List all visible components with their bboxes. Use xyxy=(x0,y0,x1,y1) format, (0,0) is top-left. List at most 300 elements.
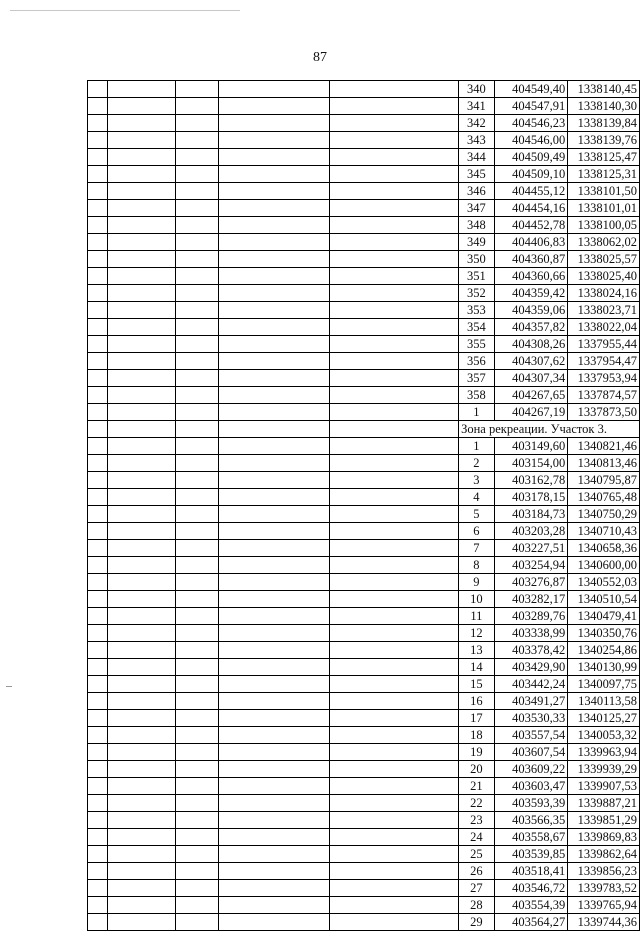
empty-cell xyxy=(176,166,219,183)
empty-cell xyxy=(176,557,219,574)
empty-cell xyxy=(176,880,219,897)
empty-cell xyxy=(176,115,219,132)
empty-cell xyxy=(176,642,219,659)
coord-x: 404308,26 xyxy=(494,336,568,353)
empty-cell xyxy=(218,693,329,710)
empty-cell xyxy=(329,727,458,744)
coord-y: 1340795,87 xyxy=(568,472,640,489)
coord-x: 403289,76 xyxy=(494,608,568,625)
table-row xyxy=(88,863,640,880)
point-number: 11 xyxy=(459,608,495,625)
coord-y: 1337955,44 xyxy=(568,336,640,353)
empty-cell xyxy=(218,574,329,591)
empty-cell xyxy=(218,863,329,880)
coord-y: 1340600,00 xyxy=(568,557,640,574)
coord-x: 403607,54 xyxy=(494,744,568,761)
table-row xyxy=(88,812,640,829)
point-number: 25 xyxy=(459,846,495,863)
table-row xyxy=(88,761,640,778)
coord-x: 403609,22 xyxy=(494,761,568,778)
empty-cell xyxy=(329,540,458,557)
empty-cell xyxy=(88,472,108,489)
empty-cell xyxy=(218,353,329,370)
point-number: 26 xyxy=(459,863,495,880)
empty-cell xyxy=(88,370,108,387)
coord-x: 403184,73 xyxy=(494,506,568,523)
empty-cell xyxy=(176,132,219,149)
empty-cell xyxy=(88,336,108,353)
empty-cell xyxy=(88,455,108,472)
coord-y: 1340097,75 xyxy=(568,676,640,693)
empty-cell xyxy=(108,149,176,166)
coord-x: 404360,66 xyxy=(494,268,568,285)
coord-x: 403554,39 xyxy=(494,897,568,914)
coord-x: 403203,28 xyxy=(494,523,568,540)
empty-cell xyxy=(218,914,329,931)
empty-cell xyxy=(108,540,176,557)
empty-cell xyxy=(329,506,458,523)
empty-cell xyxy=(218,744,329,761)
empty-cell xyxy=(88,234,108,251)
empty-cell xyxy=(108,387,176,404)
empty-cell xyxy=(218,200,329,217)
point-number: 27 xyxy=(459,880,495,897)
point-number: 17 xyxy=(459,710,495,727)
coord-x: 403378,42 xyxy=(494,642,568,659)
coord-x: 403227,51 xyxy=(494,540,568,557)
empty-cell xyxy=(176,149,219,166)
empty-cell xyxy=(88,302,108,319)
empty-cell xyxy=(108,914,176,931)
empty-cell xyxy=(218,234,329,251)
point-number: 350 xyxy=(459,251,495,268)
coord-y: 1340053,32 xyxy=(568,727,640,744)
point-number: 343 xyxy=(459,132,495,149)
coord-x: 403539,85 xyxy=(494,846,568,863)
empty-cell xyxy=(88,710,108,727)
page-number: 87 xyxy=(313,50,327,65)
empty-cell xyxy=(108,557,176,574)
coord-x: 403491,27 xyxy=(494,693,568,710)
table-row xyxy=(88,557,640,574)
section-header-row xyxy=(88,421,640,438)
empty-cell xyxy=(176,591,219,608)
empty-cell xyxy=(329,149,458,166)
empty-cell xyxy=(329,98,458,115)
empty-cell xyxy=(329,115,458,132)
empty-cell xyxy=(176,98,219,115)
empty-cell xyxy=(176,897,219,914)
point-number: 3 xyxy=(459,472,495,489)
point-number: 2 xyxy=(459,455,495,472)
empty-cell xyxy=(108,761,176,778)
empty-cell xyxy=(329,897,458,914)
table-row xyxy=(88,574,640,591)
coord-y: 1338125,47 xyxy=(568,149,640,166)
empty-cell xyxy=(108,710,176,727)
empty-cell xyxy=(218,268,329,285)
coord-y: 1339862,64 xyxy=(568,846,640,863)
empty-cell xyxy=(108,659,176,676)
table-row xyxy=(88,744,640,761)
empty-cell xyxy=(329,795,458,812)
point-number: 356 xyxy=(459,353,495,370)
empty-cell xyxy=(88,387,108,404)
coord-y: 1338024,16 xyxy=(568,285,640,302)
empty-cell xyxy=(108,676,176,693)
coord-y: 1340510,54 xyxy=(568,591,640,608)
table-row xyxy=(88,914,640,931)
empty-cell xyxy=(218,506,329,523)
table-row xyxy=(88,506,640,523)
empty-cell xyxy=(176,829,219,846)
empty-cell xyxy=(108,642,176,659)
empty-cell xyxy=(218,472,329,489)
empty-cell xyxy=(218,370,329,387)
empty-cell xyxy=(218,642,329,659)
point-number: 28 xyxy=(459,897,495,914)
empty-cell xyxy=(218,812,329,829)
table-row xyxy=(88,625,640,642)
empty-cell xyxy=(108,455,176,472)
empty-cell xyxy=(218,183,329,200)
empty-cell xyxy=(218,710,329,727)
coord-x: 404359,42 xyxy=(494,285,568,302)
empty-cell xyxy=(88,523,108,540)
table-row xyxy=(88,217,640,234)
table-row xyxy=(88,200,640,217)
empty-cell xyxy=(329,557,458,574)
empty-cell xyxy=(88,693,108,710)
empty-cell xyxy=(176,81,219,98)
coord-x: 404267,65 xyxy=(494,387,568,404)
point-number: 4 xyxy=(459,489,495,506)
empty-cell xyxy=(218,540,329,557)
coord-x: 404360,87 xyxy=(494,251,568,268)
empty-cell xyxy=(88,81,108,98)
point-number: 341 xyxy=(459,98,495,115)
empty-cell xyxy=(176,285,219,302)
empty-cell xyxy=(108,183,176,200)
coord-y: 1337954,47 xyxy=(568,353,640,370)
coord-y: 1339856,23 xyxy=(568,863,640,880)
table-row xyxy=(88,370,640,387)
empty-cell xyxy=(176,506,219,523)
empty-cell xyxy=(176,863,219,880)
empty-cell xyxy=(88,285,108,302)
empty-cell xyxy=(108,336,176,353)
empty-cell xyxy=(108,523,176,540)
coord-x: 403154,00 xyxy=(494,455,568,472)
empty-cell xyxy=(329,778,458,795)
empty-cell xyxy=(176,302,219,319)
coord-y: 1340125,27 xyxy=(568,710,640,727)
empty-cell xyxy=(176,778,219,795)
table-row xyxy=(88,404,640,421)
empty-cell xyxy=(329,404,458,421)
empty-cell xyxy=(88,574,108,591)
empty-cell xyxy=(88,353,108,370)
empty-cell xyxy=(88,200,108,217)
point-number: 7 xyxy=(459,540,495,557)
coord-x: 404509,10 xyxy=(494,166,568,183)
point-number: 15 xyxy=(459,676,495,693)
empty-cell xyxy=(108,166,176,183)
empty-cell xyxy=(108,829,176,846)
coord-y: 1338101,50 xyxy=(568,183,640,200)
empty-cell xyxy=(329,710,458,727)
coord-x: 403254,94 xyxy=(494,557,568,574)
empty-cell xyxy=(329,217,458,234)
empty-cell xyxy=(218,336,329,353)
empty-cell xyxy=(218,659,329,676)
coord-y: 1340765,48 xyxy=(568,489,640,506)
empty-cell xyxy=(218,217,329,234)
empty-cell xyxy=(176,336,219,353)
empty-cell xyxy=(88,268,108,285)
empty-cell xyxy=(88,829,108,846)
empty-cell xyxy=(108,863,176,880)
empty-cell xyxy=(218,897,329,914)
empty-cell xyxy=(329,812,458,829)
coord-y: 1340750,29 xyxy=(568,506,640,523)
table-row xyxy=(88,166,640,183)
empty-cell xyxy=(88,608,108,625)
point-number: 13 xyxy=(459,642,495,659)
point-number: 5 xyxy=(459,506,495,523)
coord-y: 1339907,53 xyxy=(568,778,640,795)
coord-x: 403149,60 xyxy=(494,438,568,455)
coord-x: 404307,34 xyxy=(494,370,568,387)
table-row xyxy=(88,438,640,455)
empty-cell xyxy=(329,472,458,489)
empty-cell xyxy=(108,897,176,914)
point-number: 21 xyxy=(459,778,495,795)
coord-x: 403564,27 xyxy=(494,914,568,931)
point-number: 29 xyxy=(459,914,495,931)
coord-x: 404357,82 xyxy=(494,319,568,336)
empty-cell xyxy=(329,353,458,370)
empty-cell xyxy=(88,863,108,880)
point-number: 23 xyxy=(459,812,495,829)
point-number: 357 xyxy=(459,370,495,387)
empty-cell xyxy=(88,778,108,795)
table-row xyxy=(88,676,640,693)
table-row xyxy=(88,455,640,472)
empty-cell xyxy=(108,608,176,625)
empty-cell xyxy=(108,472,176,489)
empty-cell xyxy=(88,506,108,523)
empty-cell xyxy=(88,659,108,676)
table-row xyxy=(88,183,640,200)
coord-y: 1338025,40 xyxy=(568,268,640,285)
empty-cell xyxy=(176,421,219,438)
empty-cell xyxy=(108,353,176,370)
point-number: 346 xyxy=(459,183,495,200)
empty-cell xyxy=(108,778,176,795)
coord-y: 1338023,71 xyxy=(568,302,640,319)
empty-cell xyxy=(329,829,458,846)
empty-cell xyxy=(329,438,458,455)
empty-cell xyxy=(329,676,458,693)
empty-cell xyxy=(176,234,219,251)
table-row xyxy=(88,115,640,132)
table-row xyxy=(88,710,640,727)
empty-cell xyxy=(218,608,329,625)
empty-cell xyxy=(108,370,176,387)
empty-cell xyxy=(108,234,176,251)
coord-y: 1340710,43 xyxy=(568,523,640,540)
coord-x: 403442,24 xyxy=(494,676,568,693)
empty-cell xyxy=(108,846,176,863)
empty-cell xyxy=(108,506,176,523)
table-row xyxy=(88,880,640,897)
point-number: 355 xyxy=(459,336,495,353)
empty-cell xyxy=(108,438,176,455)
empty-cell xyxy=(218,676,329,693)
coord-x: 404455,12 xyxy=(494,183,568,200)
empty-cell xyxy=(218,761,329,778)
coord-x: 403162,78 xyxy=(494,472,568,489)
empty-cell xyxy=(88,183,108,200)
coord-x: 404452,78 xyxy=(494,217,568,234)
table-row xyxy=(88,642,640,659)
table-row xyxy=(88,523,640,540)
coord-y: 1339963,94 xyxy=(568,744,640,761)
empty-cell xyxy=(176,268,219,285)
empty-cell xyxy=(108,693,176,710)
empty-cell xyxy=(176,319,219,336)
point-number: 352 xyxy=(459,285,495,302)
point-number: 1 xyxy=(459,404,495,421)
empty-cell xyxy=(88,812,108,829)
empty-cell xyxy=(218,251,329,268)
point-number: 24 xyxy=(459,829,495,846)
empty-cell xyxy=(329,251,458,268)
table-row xyxy=(88,727,640,744)
coord-x: 404547,91 xyxy=(494,98,568,115)
empty-cell xyxy=(329,132,458,149)
margin-mark xyxy=(6,686,12,687)
point-number: 6 xyxy=(459,523,495,540)
point-number: 20 xyxy=(459,761,495,778)
coord-y: 1340658,36 xyxy=(568,540,640,557)
point-number: 342 xyxy=(459,115,495,132)
empty-cell xyxy=(329,81,458,98)
empty-cell xyxy=(88,846,108,863)
empty-cell xyxy=(176,472,219,489)
empty-cell xyxy=(88,438,108,455)
empty-cell xyxy=(88,540,108,557)
empty-cell xyxy=(88,421,108,438)
empty-cell xyxy=(176,489,219,506)
empty-cell xyxy=(108,217,176,234)
empty-cell xyxy=(329,387,458,404)
empty-cell xyxy=(218,149,329,166)
coord-x: 403557,54 xyxy=(494,727,568,744)
empty-cell xyxy=(218,404,329,421)
empty-cell xyxy=(329,659,458,676)
empty-cell xyxy=(108,200,176,217)
empty-cell xyxy=(218,523,329,540)
empty-cell xyxy=(176,812,219,829)
point-number: 348 xyxy=(459,217,495,234)
empty-cell xyxy=(329,200,458,217)
coord-y: 1339851,29 xyxy=(568,812,640,829)
coord-x: 403603,47 xyxy=(494,778,568,795)
table-row xyxy=(88,353,640,370)
section-title: Зона рекреации. Участок 3. xyxy=(459,421,640,438)
empty-cell xyxy=(88,115,108,132)
coord-y: 1340113,58 xyxy=(568,693,640,710)
point-number: 354 xyxy=(459,319,495,336)
empty-cell xyxy=(176,693,219,710)
coord-y: 1339765,94 xyxy=(568,897,640,914)
empty-cell xyxy=(108,880,176,897)
empty-cell xyxy=(218,438,329,455)
coord-y: 1338022,04 xyxy=(568,319,640,336)
empty-cell xyxy=(176,574,219,591)
empty-cell xyxy=(176,200,219,217)
point-number: 1 xyxy=(459,438,495,455)
empty-cell xyxy=(108,489,176,506)
coord-y: 1337874,57 xyxy=(568,387,640,404)
empty-cell xyxy=(176,676,219,693)
point-number: 358 xyxy=(459,387,495,404)
coord-x: 404546,00 xyxy=(494,132,568,149)
coord-x: 404267,19 xyxy=(494,404,568,421)
table-row xyxy=(88,149,640,166)
empty-cell xyxy=(329,268,458,285)
empty-cell xyxy=(108,727,176,744)
point-number: 345 xyxy=(459,166,495,183)
empty-cell xyxy=(88,149,108,166)
empty-cell xyxy=(218,115,329,132)
empty-cell xyxy=(329,489,458,506)
empty-cell xyxy=(88,914,108,931)
coord-y: 1340813,46 xyxy=(568,455,640,472)
empty-cell xyxy=(88,880,108,897)
coord-x: 404406,83 xyxy=(494,234,568,251)
empty-cell xyxy=(218,285,329,302)
empty-cell xyxy=(218,778,329,795)
table-row xyxy=(88,693,640,710)
empty-cell xyxy=(88,744,108,761)
empty-cell xyxy=(176,608,219,625)
empty-cell xyxy=(218,302,329,319)
coord-x: 403178,15 xyxy=(494,489,568,506)
table-row xyxy=(88,268,640,285)
coord-x: 403282,17 xyxy=(494,591,568,608)
empty-cell xyxy=(218,489,329,506)
empty-cell xyxy=(176,710,219,727)
empty-cell xyxy=(329,880,458,897)
empty-cell xyxy=(88,489,108,506)
empty-cell xyxy=(176,625,219,642)
empty-cell xyxy=(218,387,329,404)
empty-cell xyxy=(329,693,458,710)
empty-cell xyxy=(176,727,219,744)
table-row xyxy=(88,302,640,319)
empty-cell xyxy=(108,421,176,438)
empty-cell xyxy=(218,829,329,846)
empty-cell xyxy=(329,421,458,438)
empty-cell xyxy=(88,625,108,642)
table-row xyxy=(88,846,640,863)
coord-x: 403530,33 xyxy=(494,710,568,727)
point-number: 10 xyxy=(459,591,495,608)
table-row xyxy=(88,778,640,795)
